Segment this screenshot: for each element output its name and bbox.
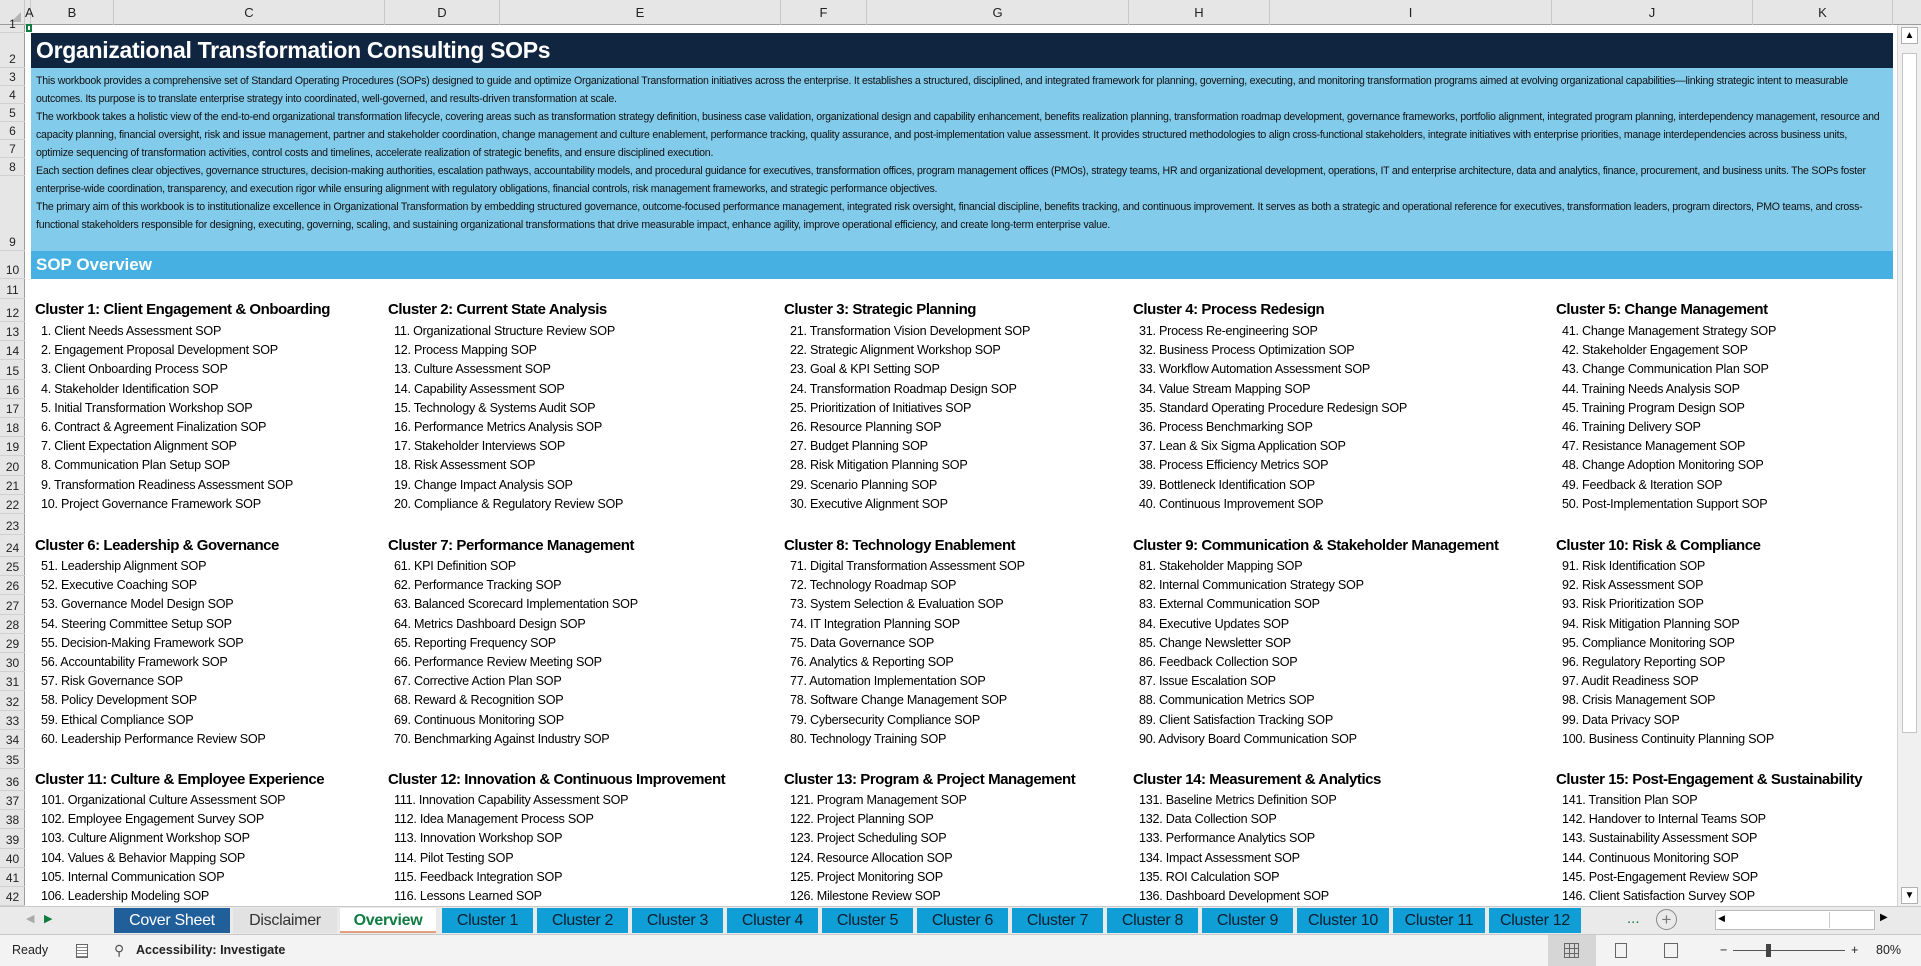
sop-list-item: 132. Data Collection SOP [1139, 812, 1277, 827]
sop-list-item: 144. Continuous Monitoring SOP [1562, 850, 1739, 865]
row-header[interactable]: 9 [0, 176, 25, 251]
sop-list-item: 105. Internal Communication SOP [41, 869, 225, 884]
sop-list-item: 81. Stakeholder Mapping SOP [1139, 559, 1303, 573]
sop-list-item: 58. Policy Development SOP [41, 693, 197, 708]
row-header[interactable]: 14 [0, 341, 25, 360]
vertical-scrollbar[interactable] [1897, 25, 1921, 906]
sop-list-item: 141. Transition Plan SOP [1562, 793, 1698, 807]
tab-scroll-left-icon[interactable]: ◀ [26, 913, 35, 925]
sop-list-item: 134. Impact Assessment SOP [1139, 850, 1300, 865]
sop-list-item: 79. Cybersecurity Compliance SOP [790, 712, 981, 727]
row-header[interactable]: 39 [0, 829, 25, 848]
row-header[interactable]: 25 [0, 557, 25, 576]
sop-list-item: 125. Project Monitoring SOP [790, 869, 943, 884]
cluster-title: Cluster 1: Client Engagement & Onboarding [35, 301, 330, 318]
cluster-title: Cluster 7: Performance Management [388, 537, 635, 554]
cluster-title: Cluster 2: Current State Analysis [388, 301, 607, 318]
sop-list-item: 65. Reporting Frequency SOP [394, 635, 556, 650]
sop-list-item: 24. Transformation Roadmap Design SOP [790, 381, 1017, 396]
column-header[interactable]: F [781, 0, 867, 25]
sop-list-item: 126. Milestone Review SOP [790, 889, 941, 903]
scroll-up-icon[interactable]: ▲ [1901, 27, 1918, 44]
sop-list-item: 19. Change Impact Analysis SOP [394, 477, 573, 492]
sop-list-item: 32. Business Process Optimization SOP [1139, 343, 1355, 358]
sop-list-item: 76. Analytics & Reporting SOP [790, 655, 954, 669]
hscroll-left-icon[interactable]: ◀ [1718, 913, 1725, 923]
row-header[interactable]: 33 [0, 711, 25, 730]
sop-list-item: 97. Audit Readiness SOP [1562, 674, 1699, 689]
row-header[interactable]: 41 [0, 868, 25, 887]
page-title: Organizational Transformation Consulting SOPs [31, 33, 1893, 68]
sop-list-item: 82. Internal Communication Strategy SOP [1139, 578, 1364, 593]
sop-list-item: 61. KPI Definition SOP [394, 559, 516, 573]
row-header[interactable]: 18 [0, 418, 25, 437]
sop-list-item: 55. Decision-Making Framework SOP [41, 635, 244, 650]
sop-list-item: 101. Organizational Culture Assessment SOP [41, 793, 286, 807]
column-header[interactable]: B [31, 0, 114, 25]
sop-list-item: 3. Client Onboarding Process SOP [41, 362, 228, 377]
cluster-title: Cluster 13: Program & Project Management [784, 771, 1076, 788]
sop-list-item: 89. Client Satisfaction Tracking SOP [1139, 712, 1333, 727]
row-header[interactable]: 26 [0, 576, 25, 595]
section-heading: SOP Overview [31, 251, 1893, 279]
tab-cluster[interactable]: Cluster 9 [1202, 908, 1295, 933]
sop-list-item: 115. Feedback Integration SOP [394, 869, 563, 884]
row-header[interactable]: 5 [0, 104, 25, 122]
sop-list-item: 6. Contract & Agreement Finalization SOP [41, 420, 267, 434]
row-header[interactable] [0, 25, 25, 33]
accessibility-status[interactable]: Accessibility: Investigate [136, 943, 286, 957]
tab-cluster[interactable]: Cluster 4 [727, 908, 820, 933]
sop-list-item: 45. Training Program Design SOP [1562, 400, 1745, 415]
sop-list-item: 41. Change Management Strategy SOP [1562, 324, 1777, 338]
hscroll-right-icon[interactable]: ▶ [1880, 912, 1888, 923]
sop-list-item: 33. Workflow Automation Assessment SOP [1139, 362, 1371, 377]
sop-list-item: 94. Risk Mitigation Planning SOP [1562, 616, 1740, 631]
cluster-title: Cluster 9: Communication & Stakeholder Management [1133, 537, 1499, 554]
column-header[interactable]: A [25, 0, 31, 25]
sop-list-item: 42. Stakeholder Engagement SOP [1562, 343, 1748, 358]
description-paragraph: Each section defines clear objectives, governance structures, decision-making authorities, escalation pathways, accountability models, and procedural guidance for executives, transformation offices, program management offices (PMOs), strategy teams, HR and organizational development, operations, IT and enterprise architecture, data and analytics, finance, procurement, and business units. The SOPs foster enterprise-wide coordination, transparency, and execution rigor while ensuring alignment with regulatory obligations, financial controls, risk management frameworks, and strategic performance objectives. [36, 165, 1866, 195]
sop-list-item: 12. Process Mapping SOP [394, 343, 537, 358]
row-header[interactable]: 15 [0, 360, 25, 379]
sop-list-item: 23. Goal & KPI Setting SOP [790, 362, 940, 377]
row-header[interactable]: 3 [0, 68, 25, 86]
zoom-in-button[interactable]: + [1851, 943, 1859, 957]
row-header[interactable]: 2 [0, 33, 25, 68]
tab-disclaimer[interactable]: Disclaimer [233, 908, 337, 933]
sop-list-item: 17. Stakeholder Interviews SOP [394, 439, 566, 454]
tab-overview[interactable]: Overview [340, 908, 436, 933]
sop-list-item: 34. Value Stream Mapping SOP [1139, 381, 1311, 396]
sop-list-item: 1. Client Needs Assessment SOP [41, 324, 222, 338]
tab-cluster[interactable]: Cluster 5 [822, 908, 915, 933]
sop-list-item: 8. Communication Plan Setup SOP [41, 458, 230, 473]
row-header[interactable]: 31 [0, 672, 25, 691]
tab-cluster[interactable]: Cluster 10 [1297, 908, 1391, 933]
sop-list-item: 4. Stakeholder Identification SOP [41, 381, 219, 396]
page-break-view-icon[interactable] [1664, 943, 1678, 958]
sop-list-item: 99. Data Privacy SOP [1562, 712, 1680, 727]
cluster-title: Cluster 8: Technology Enablement [784, 537, 1016, 554]
description-block [31, 68, 1893, 251]
row-header[interactable]: 8 [0, 158, 25, 176]
sop-list-item: 100. Business Continuity Planning SOP [1562, 731, 1774, 746]
column-header[interactable]: K [1753, 0, 1893, 25]
sop-list-item: 95. Compliance Monitoring SOP [1562, 635, 1735, 650]
tab-cluster[interactable]: Cluster 3 [632, 908, 725, 933]
row-header[interactable]: 20 [0, 456, 25, 475]
sop-list-item: 46. Training Delivery SOP [1562, 420, 1701, 434]
sop-list-item: 80. Technology Training SOP [790, 731, 947, 746]
sop-list-item: 25. Prioritization of Initiatives SOP [790, 400, 972, 415]
sop-list-item: 136. Dashboard Development SOP [1139, 889, 1329, 903]
sop-list-item: 7. Client Expectation Alignment SOP [41, 439, 237, 454]
column-header[interactable]: C [114, 0, 385, 25]
column-header[interactable]: G [867, 0, 1129, 25]
row-header[interactable]: 4 [0, 86, 25, 104]
row-header[interactable]: 22 [0, 495, 25, 514]
cluster-title: Cluster 11: Culture & Employee Experience [35, 771, 325, 788]
sop-list-item: 133. Performance Analytics SOP [1139, 831, 1315, 846]
row-headers [0, 25, 25, 906]
sop-list-item: 142. Handover to Internal Teams SOP [1562, 812, 1766, 827]
row-header[interactable]: 16 [0, 380, 25, 399]
sop-list-item: 124. Resource Allocation SOP [790, 850, 953, 865]
row-header[interactable]: 27 [0, 595, 25, 614]
cluster-title: Cluster 14: Measurement & Analytics [1133, 771, 1381, 788]
sop-list-item: 22. Strategic Alignment Workshop SOP [790, 343, 1001, 358]
sop-list-item: 77. Automation Implementation SOP [790, 674, 986, 689]
sop-list-item: 27. Budget Planning SOP [790, 439, 928, 454]
sop-list-item: 51. Leadership Alignment SOP [41, 559, 207, 573]
sop-list-item: 60. Leadership Performance Review SOP [41, 731, 266, 746]
sop-list-item: 48. Change Adoption Monitoring SOP [1562, 458, 1764, 473]
sop-list-item: 71. Digital Transformation Assessment SOP [790, 559, 1025, 573]
sop-list-item: 74. IT Integration Planning SOP [790, 616, 960, 631]
sop-list-item: 20. Compliance & Regulatory Review SOP [394, 496, 624, 511]
sop-list-item: 106. Leadership Modeling SOP [41, 889, 210, 903]
sop-list-item: 40. Continuous Improvement SOP [1139, 496, 1324, 511]
sop-list-item: 30. Executive Alignment SOP [790, 496, 948, 511]
zoom-level[interactable]: 80% [1876, 943, 1902, 957]
cluster-title: Cluster 6: Leadership & Governance [35, 537, 279, 554]
sop-list-item: 104. Values & Behavior Mapping SOP [41, 850, 246, 865]
row-header[interactable]: 38 [0, 810, 25, 829]
description-paragraph: The workbook takes a holistic view of the end-to-end organizational transformation lifecycle, covering areas such as transformation strategy definition, business case validation, organizational design and capability enhancement, benefits realization planning, transformation roadmap development, governance frameworks, portfolio alignment, integrated program planning, interdependency management, resource and capacity planning, financial oversight, risk and issue management, partner and stakeholder coordination, change management and culture enablement, performance tracking, quality assurance, and post-implementation value assessment. It provides structured methodologies to align cross-functional stakeholders, integrate initiatives with enterprise priorities, manage interdependencies across business units, optimize sequencing of transformation activities, control costs and timelines, accelerate realization of strategic benefits, and ensure disciplined execution. [36, 111, 1880, 159]
row-header[interactable]: 28 [0, 615, 25, 634]
sop-list-item: 59. Ethical Compliance SOP [41, 712, 194, 727]
sop-list-item: 21. Transformation Vision Development SOP [790, 324, 1031, 338]
row-header[interactable]: 34 [0, 730, 25, 749]
sop-list-item: 9. Transformation Readiness Assessment SOP [41, 477, 293, 492]
page-layout-view-icon[interactable] [1615, 943, 1627, 958]
sop-list-item: 26. Resource Planning SOP [790, 420, 942, 434]
sop-list-item: 29. Scenario Planning SOP [790, 477, 938, 492]
sop-list-item: 56. Accountability Framework SOP [41, 655, 228, 669]
sop-list-item: 116. Lessons Learned SOP [394, 889, 542, 903]
grid-view-icon [1564, 943, 1579, 958]
row-header[interactable]: 7 [0, 140, 25, 158]
sop-list-item: 2. Engagement Proposal Development SOP [41, 343, 278, 358]
sop-list-item: 43. Change Communication Plan SOP [1562, 362, 1769, 377]
sop-list-item: 75. Data Governance SOP [790, 635, 935, 650]
sop-list-item: 73. System Selection & Evaluation SOP [790, 597, 1004, 612]
sop-list-item: 5. Initial Transformation Workshop SOP [41, 400, 253, 415]
sop-list-item: 47. Resistance Management SOP [1562, 439, 1746, 454]
column-header[interactable]: D [385, 0, 500, 25]
sop-list-item: 70. Benchmarking Against Industry SOP [394, 731, 610, 746]
active-cell-indicator [26, 24, 32, 32]
sop-list-item: 88. Communication Metrics SOP [1139, 693, 1315, 708]
sop-list-item: 121. Program Management SOP [790, 793, 967, 807]
sop-list-item: 135. ROI Calculation SOP [1139, 869, 1280, 884]
sop-list-item: 50. Post-Implementation Support SOP [1562, 496, 1768, 511]
sop-list-item: 64. Metrics Dashboard Design SOP [394, 616, 586, 631]
column-header[interactable]: E [500, 0, 781, 25]
sop-list-item: 113. Innovation Workshop SOP [394, 831, 563, 846]
row-header[interactable]: 6 [0, 122, 25, 140]
tab-cluster[interactable]: Cluster 11 [1393, 908, 1487, 933]
sop-list-item: 39. Bottleneck Identification SOP [1139, 477, 1315, 492]
sop-list-item: 66. Performance Review Meeting SOP [394, 655, 602, 669]
sop-list-item: 68. Reward & Recognition SOP [394, 693, 564, 708]
sop-list-item: 38. Process Efficiency Metrics SOP [1139, 458, 1329, 473]
row-header[interactable]: 36 [0, 769, 25, 791]
horizontal-scrollbar[interactable] [1715, 910, 1875, 930]
sop-list-item: 102. Employee Engagement Survey SOP [41, 812, 264, 827]
sop-list-item: 72. Technology Roadmap SOP [790, 578, 957, 593]
scroll-thumb[interactable] [1902, 53, 1917, 733]
row-header[interactable]: 17 [0, 399, 25, 418]
row-header[interactable]: 24 [0, 535, 25, 557]
sop-list-item: 91. Risk Identification SOP [1562, 559, 1706, 573]
add-sheet-icon[interactable]: + [1656, 909, 1677, 930]
row-header[interactable]: 30 [0, 653, 25, 672]
sop-list-item: 111. Innovation Capability Assessment SOP [394, 793, 629, 807]
cluster-title: Cluster 12: Innovation & Continuous Improvement [388, 771, 726, 788]
sop-list-item: 15. Technology & Systems Audit SOP [394, 400, 596, 415]
tab-cluster[interactable]: Cluster 12 [1489, 908, 1583, 933]
sop-list-item: 92. Risk Assessment SOP [1562, 578, 1704, 593]
sop-list-item: 16. Performance Metrics Analysis SOP [394, 420, 602, 434]
row-header[interactable]: 11 [0, 279, 25, 299]
sop-list-item: 84. Executive Updates SOP [1139, 616, 1289, 631]
row-header[interactable]: 12 [0, 299, 25, 322]
row-header[interactable]: 10 [0, 251, 25, 279]
sop-list-item: 87. Issue Escalation SOP [1139, 674, 1276, 689]
cluster-title: Cluster 10: Risk & Compliance [1556, 537, 1761, 554]
sop-list-item: 112. Idea Management Process SOP [394, 812, 594, 827]
column-header[interactable]: I [1270, 0, 1552, 25]
sop-list-item: 62. Performance Tracking SOP [394, 578, 562, 593]
tab-cover-sheet[interactable]: Cover Sheet [114, 908, 230, 933]
sop-list-item: 54. Steering Committee Setup SOP [41, 616, 232, 631]
tab-cluster[interactable]: Cluster 7 [1012, 908, 1105, 933]
sop-list-item: 83. External Communication SOP [1139, 597, 1320, 612]
sop-list-item: 36. Process Benchmarking SOP [1139, 420, 1313, 434]
tab-cluster[interactable]: Cluster 8 [1107, 908, 1200, 933]
row-header[interactable]: 23 [0, 514, 25, 535]
scroll-down-icon[interactable]: ▼ [1901, 887, 1918, 904]
status-ready: Ready [12, 943, 49, 957]
row-header[interactable]: 19 [0, 437, 25, 456]
column-header[interactable]: H [1129, 0, 1270, 25]
sop-list-item: 10. Project Governance Framework SOP [41, 496, 261, 511]
sop-list-item: 28. Risk Mitigation Planning SOP [790, 458, 968, 473]
cluster-title: Cluster 4: Process Redesign [1133, 301, 1325, 318]
accessibility-icon[interactable]: ⚲ [114, 942, 125, 958]
sop-list-item: 18. Risk Assessment SOP [394, 458, 536, 473]
sop-list-item: 114. Pilot Testing SOP [394, 850, 514, 865]
row-header[interactable]: 35 [0, 749, 25, 769]
tab-cluster[interactable]: Cluster 2 [537, 908, 630, 933]
tab-cluster[interactable]: Cluster 6 [917, 908, 1010, 933]
sop-list-item: 57. Risk Governance SOP [41, 674, 183, 689]
sop-list-item: 31. Process Re-engineering SOP [1139, 324, 1318, 338]
column-header[interactable]: J [1552, 0, 1753, 25]
row-header[interactable]: 32 [0, 691, 25, 710]
row-header[interactable]: 13 [0, 322, 25, 341]
row-header[interactable]: 37 [0, 791, 25, 810]
description-paragraph: The primary aim of this workbook is to institutionalize excellence in Organizational Transformation by embedding structured governance, outcome-focused performance management, integrated risk oversight, financial discipline, benefits tracking, and continuous improvement. It serves as both a strategic and operational reference for executives, transformation leaders, program directors, PMO teams, and cross-functional stakeholders responsible for designing, executing, governing, scaling, and sustaining organizational transformations that drive measurable impact, enhance agility, improve operational efficiency, and create long-term enterprise value. [36, 201, 1863, 231]
cluster-title: Cluster 5: Change Management [1556, 301, 1768, 318]
sop-list-item: 146. Client Satisfaction Survey SOP [1562, 889, 1755, 903]
sop-list-item: 37. Lean & Six Sigma Application SOP [1139, 439, 1346, 454]
cluster-title: Cluster 15: Post-Engagement & Sustainability [1556, 771, 1863, 788]
sop-list-item: 67. Corrective Action Plan SOP [394, 674, 562, 689]
sop-list-item: 44. Training Needs Analysis SOP [1562, 381, 1740, 396]
sop-list-item: 103. Culture Alignment Workshop SOP [41, 831, 250, 846]
sop-list-item: 90. Advisory Board Communication SOP [1139, 731, 1357, 746]
row-header[interactable]: 42 [0, 887, 25, 906]
sop-list-item: 145. Post-Engagement Review SOP [1562, 869, 1758, 884]
more-tabs-button[interactable]: ... [1627, 910, 1640, 927]
row-header[interactable]: 21 [0, 476, 25, 495]
tab-cluster[interactable]: Cluster 1 [442, 908, 535, 933]
normal-view-button[interactable] [1548, 935, 1596, 966]
zoom-slider-thumb[interactable] [1766, 944, 1771, 957]
sop-list-item: 78. Software Change Management SOP [790, 693, 1007, 708]
sop-list-item: 86. Feedback Collection SOP [1139, 655, 1298, 669]
sop-list-item: 11. Organizational Structure Review SOP [394, 324, 616, 338]
row-header[interactable]: 29 [0, 634, 25, 653]
column-headers [0, 0, 1921, 25]
sop-list-item: 69. Continuous Monitoring SOP [394, 712, 564, 727]
sop-list-item: 14. Capability Assessment SOP [394, 381, 565, 396]
sop-list-item: 123. Project Scheduling SOP [790, 831, 947, 846]
sheet-tab-bar [0, 906, 1921, 935]
macro-recording-icon[interactable] [76, 944, 88, 958]
sop-list-item: 35. Standard Operating Procedure Redesign SOP [1139, 400, 1408, 415]
sop-list-item: 13. Culture Assessment SOP [394, 362, 551, 377]
sop-list-item: 52. Executive Coaching SOP [41, 578, 197, 593]
sop-list-item: 63. Balanced Scorecard Implementation SOP [394, 597, 638, 612]
sop-list-item: 98. Crisis Management SOP [1562, 693, 1716, 708]
hscroll-thumb[interactable] [1730, 912, 1830, 928]
sop-list-item: 143. Sustainability Assessment SOP [1562, 831, 1758, 846]
cluster-title: Cluster 3: Strategic Planning [784, 301, 976, 318]
sop-list-item: 93. Risk Prioritization SOP [1562, 597, 1704, 612]
sop-list-item: 49. Feedback & Iteration SOP [1562, 477, 1723, 492]
sop-list-item: 96. Regulatory Reporting SOP [1562, 655, 1726, 669]
sop-list-item: 85. Change Newsletter SOP [1139, 635, 1291, 650]
description-paragraph: This workbook provides a comprehensive set of Standard Operating Procedures (SOPs) designed to guide and optimize Organizational Transformation initiatives across the enterprise. It establishes a structured, disciplined, and integrated framework for planning, governing, executing, and monitoring transformation programs aimed at evolving organizational capabilities—linking strategic intent to measurable outcomes. Its purpose is to translate enterprise strategy into coordinated, well-governed, and results-driven transformation at scale. [36, 75, 1848, 105]
sop-list-item: 53. Governance Model Design SOP [41, 597, 234, 612]
sop-list-item: 122. Project Planning SOP [790, 812, 934, 827]
sop-list-item: 131. Baseline Metrics Definition SOP [1139, 793, 1337, 807]
zoom-slider[interactable] [1733, 950, 1845, 951]
zoom-out-button[interactable]: − [1720, 943, 1728, 957]
status-bar [0, 935, 1921, 966]
row-header[interactable]: 40 [0, 849, 25, 868]
tab-scroll-right-icon[interactable]: ▶ [44, 913, 53, 925]
